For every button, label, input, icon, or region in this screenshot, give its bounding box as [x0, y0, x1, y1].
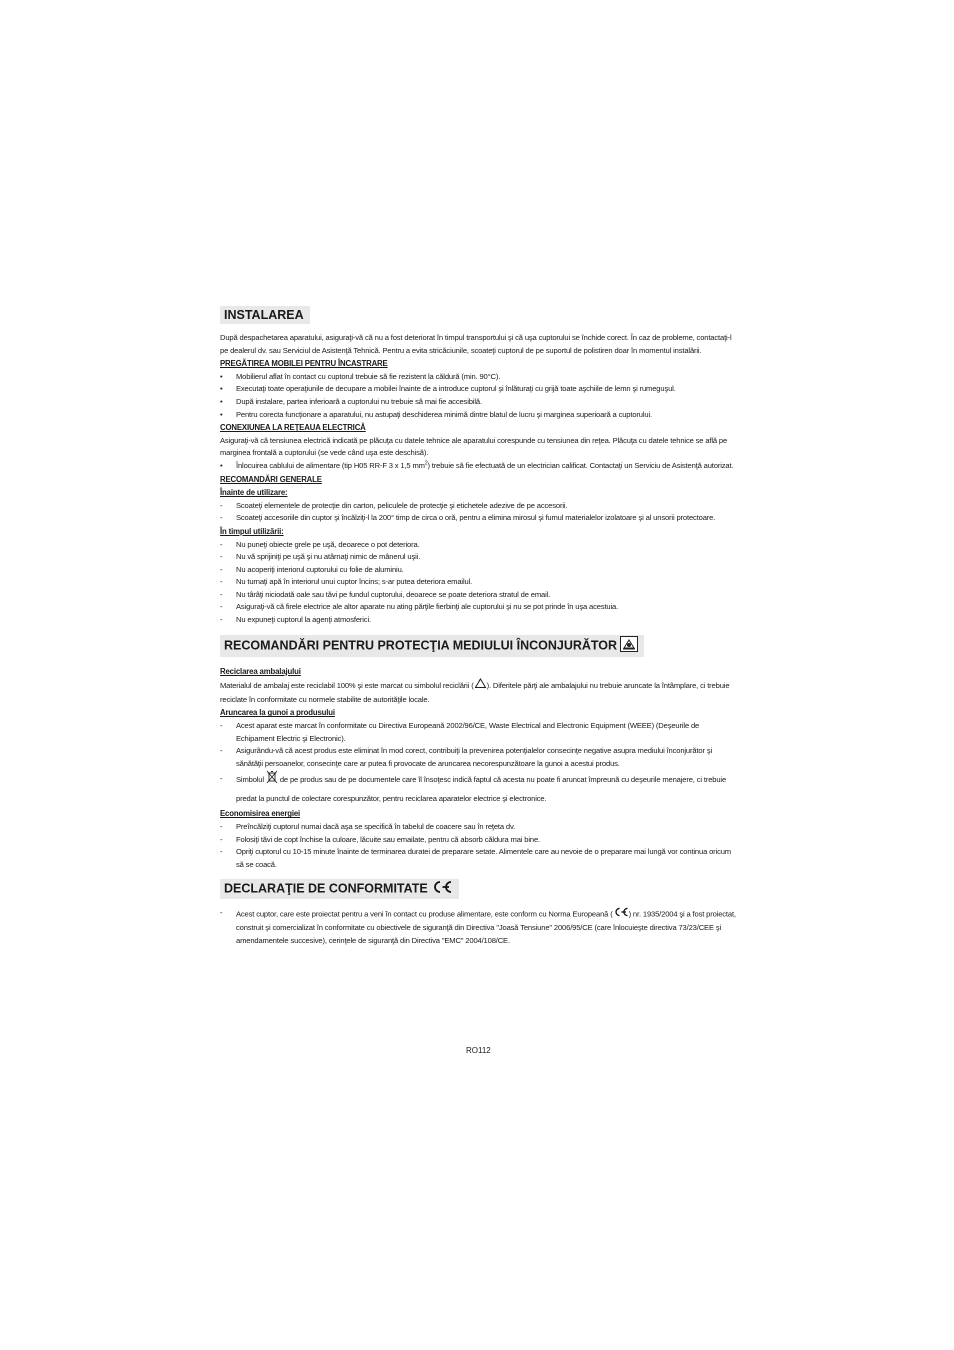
reciclare-paragraph: Materialul de ambalaj este reciclabil 100% şi este marcat cu simbolul reciclării ( ). Diferitele părţi ale ambalajului nu trebuie aruncate la întâmplare, ci trebuie reciclate în conformitate cu normele stabilite de autorităţile locale. — [220, 678, 736, 706]
subheading-economisire: Economisirea energiei — [220, 809, 301, 819]
list-item: • Executaţi toate operaţiunile de decupare a mobilei înainte de a introduce cuptorul şi înlăturaţi cu grijă toate aşchiile de lemn şi rumeguşul. — [220, 384, 676, 394]
document-body — [220, 306, 736, 947]
list-item: • Pentru corecta funcţionare a aparatului, nu astupaţi deschiderea minimă dintre blatul de lucru şi marginea superioară a cuptorului. — [220, 409, 652, 419]
wheelie-bin-icon — [266, 770, 278, 790]
section-mediu — [220, 635, 736, 872]
section-instalarea — [220, 306, 736, 627]
subheading-retea: CONEXIUNEA LA REŢEAUA ELECTRICĂ — [220, 423, 366, 433]
subheading-recomandari: RECOMANDĂRI GENERALE — [220, 474, 322, 484]
list-item: - Asigurându-vă că acest produs este eliminat în mod corect, contribuiţi la prevenirea potenţialelor consecinţe negative asupra mediului înconjurător şi sănătăţii persoanelor, consecinţe care ar putea fi provocate de aruncarea necorespunzătoare la gunoi a acestui produs. — [220, 746, 713, 768]
list-item: - Nu puneţi obiecte grele pe uşă, deoarece o pot deteriora. — [220, 539, 420, 549]
section-declaratie — [220, 879, 736, 947]
page-number: RO112 — [466, 1046, 491, 1055]
list-item: • Înlocuirea cablului de alimentare (tip H05 RR-F 3 x 1,5 $mm^2$) trebuie să fie efectuată de un electrician calificat. Contactaţi un Serviciu de Asistenţă autorizat. — [220, 460, 734, 470]
list-item: - Simbolul de pe produs sau de pe documentele care îl însoţesc indică faptul că acesta nu poate fi aruncat împreună cu deşeurile menajere, ci trebuie predat la punctul de colectare corespunzător, pentru reciclarea aparatelor electrice şi electronice. — [220, 770, 736, 807]
intro-paragraph: După despachetarea aparatului, asiguraţi-vă că nu a fost deteriorat în timpul transportului şi că uşa cuptorului se închide corect. În caz de probleme, contactaţi-l pe dealerul dv. sau Serviciul de Asistenţă Tehnică. Pentru a evita stricăciunile, scoateţi cuptorul de pe suportul de polistiren doar în momentul instalării. — [220, 333, 732, 355]
subheading-mobila: PREGĂTIREA MOBILEI PENTRU ÎNCASTRARE — [220, 359, 388, 369]
subheading-aruncare: Aruncarea la gunoi a produsului — [220, 708, 335, 718]
list-item: - Asiguraţi-vă că firele electrice ale altor aparate nu ating părţile fierbinţi ale cuptorului şi nu se pot prinde în uşa acestuia. — [220, 602, 619, 612]
subheading-timpul: În timpul utilizării: — [220, 526, 284, 536]
list-item: - Nu acoperiţi interiorul cuptorului cu folie de aluminiu. — [220, 564, 404, 574]
economisire-list — [220, 821, 736, 871]
heading-declaratie: DECLARAŢIE DE CONFORMITATE — [220, 879, 459, 899]
mobila-list — [220, 371, 736, 421]
list-item: • Mobilierul aflat în contact cu cuptorul trebuie să fie rezistent la căldură (min. 90°C). — [220, 371, 501, 381]
environment-icon — [620, 636, 638, 656]
ce-mark-icon — [613, 907, 629, 922]
list-item: - Opriţi cuptorul cu 10-15 minute înainte de terminarea duratei de preparare setate. Alimentele care au nevoie de o preparare mai lungă vor continua oricum să se coacă. — [220, 847, 731, 869]
timpul-list — [220, 539, 736, 627]
list-item: - Preîncălziţi cuptorul numai dacă aşa se specifică în tabelul de coacere sau în reţeta dv. — [220, 822, 516, 831]
list-item: - Nu târâţi niciodată oale sau tăvi pe fundul cuptorului, deoarece se poate deteriora stratul de email. — [220, 589, 551, 599]
aruncare-list — [220, 720, 736, 807]
subheading-reciclare: Reciclarea ambalajului — [220, 666, 301, 676]
list-item: - Acest aparat este marcat în conformitate cu Directiva Europeană 2002/96/CE, Waste Electrical and Electronic Equipment (WEEE) (Deşeurile de Echipament Electric şi Electronic). — [220, 721, 700, 743]
declaratie-list — [220, 907, 736, 947]
heading-mediu: RECOMANDĂRI PENTRU PROTECŢIA MEDIULUI ÎNCONJURĂTOR — [220, 635, 644, 657]
list-item: - Scoateţi elementele de protecţie din carton, peliculele de protecţie şi etichetele adezive de pe accesorii. — [220, 500, 568, 510]
list-item: - Nu turnaţi apă în interiorul unui cuptor încins; s-ar putea deteriora emailul. — [220, 577, 473, 587]
list-item: - Acest cuptor, care este proiectat pentru a veni în contact cu produse alimentare, este conform cu Norma Europeană ( ) nr. 1935/2004 şi a fost proiectat, construit şi comercializat în conformitate cu obiectivele de siguranţă din Directiva "Joasă Tensiune" 2006/95/CE (care înlocuieşte directiva 73/23/CEE şi amendamentele succesive), cerinţele de siguranţă din Directiva "EMC" 2004/108/CE. — [220, 908, 736, 945]
inainte-list — [220, 500, 736, 525]
cablu-list — [220, 460, 736, 473]
list-item: - Nu vă sprijiniţi pe uşă şi nu atârnaţi nimic de mânerul uşii. — [220, 552, 421, 562]
retea-paragraph: Asiguraţi-vă că tensiunea electrică indicată pe plăcuţa cu datele tehnice ale aparatului corespunde cu tensiunea din reţea. Plăcuţa cu datele tehnice se află pe marginea frontală a cuptorului (se vede când uşa este deschisă). — [220, 435, 728, 458]
list-item: - Scoateţi accesoriile din cuptor şi încălziţi-l la 200° timp de circa o oră, pentru a elimina mirosul şi fumul materialelor izolatoare şi al unsorii protectoare. — [220, 513, 716, 523]
list-item: • După instalare, partea inferioară a cuptorului nu trebuie să mai fie accesibilă. — [220, 396, 482, 406]
ce-mark-icon — [431, 880, 453, 898]
list-item: - Nu expuneţi cuptorul la agenţi atmosferici. — [220, 615, 371, 625]
recycle-icon — [474, 678, 487, 694]
heading-instalarea: INSTALAREA — [220, 306, 310, 324]
subheading-inainte: Înainte de utilizare: — [220, 488, 288, 498]
list-item: - Folosiţi tăvi de copt închise la culoare, lăcuite sau emailate, pentru că absorb căldura mai bine. — [220, 834, 540, 844]
